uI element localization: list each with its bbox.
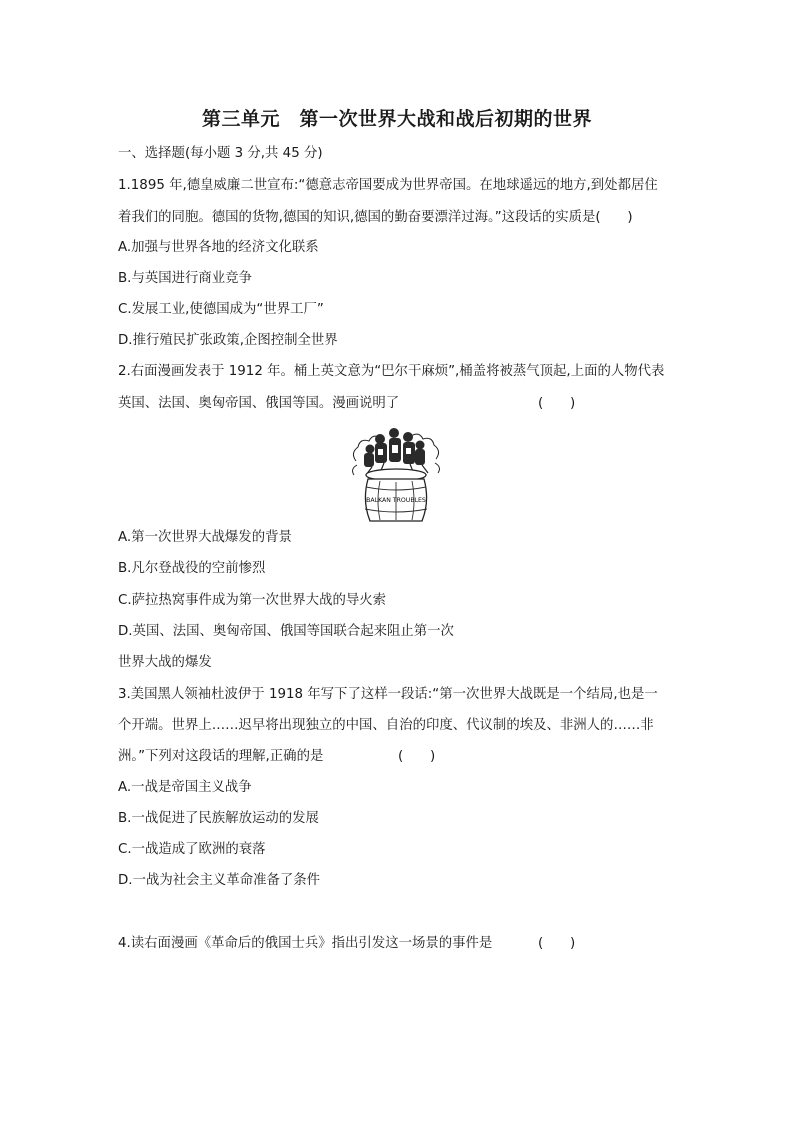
- section-heading: 一、选择题(每小题 3 分,共 45 分): [118, 146, 323, 161]
- q2-stem-line2: 英国、法国、奥匈帝国、俄国等国。漫画说明了: [118, 396, 400, 411]
- q2-option-c: C.萨拉热窝事件成为第一次世界大战的导火索: [118, 593, 387, 608]
- q1-option-d: D.推行殖民扩张政策,企图控制全世界: [118, 333, 338, 348]
- q1-stem-line2: 着我们的同胞。德国的货物,德国的知识,德国的勤奋要漂洋过海。”这段话的实质是( ): [118, 210, 633, 225]
- q3-option-a: A.一战是帝国主义战争: [118, 780, 252, 795]
- q2-option-d-continued: 世界大战的爆发: [118, 655, 212, 670]
- balkan-troubles-cartoon: [350, 423, 442, 525]
- q3-stem-line3: 洲。”下列对这段话的理解,正确的是: [118, 749, 324, 764]
- q1-stem-line1: 1.1895 年,德皇威廉二世宣布:“德意志帝国要成为世界帝国。在地球遥远的地方,到处都居住: [118, 178, 658, 193]
- q3-stem-line1: 3.美国黑人领袖杜波伊于 1918 年写下了这样一段话:“第一次世界大战既是一个结局,也是一: [118, 687, 658, 702]
- q2-option-b: B.凡尔登战役的空前惨烈: [118, 561, 266, 576]
- q2-option-a: A.第一次世界大战爆发的背景: [118, 530, 292, 545]
- q3-option-b: B.一战促进了民族解放运动的发展: [118, 811, 319, 826]
- unit-title: 第三单元 第一次世界大战和战后初期的世界: [201, 108, 592, 130]
- q3-stem-line2: 个开端。世界上……迟早将出现独立的中国、自治的印度、代议制的埃及、非洲人的……非: [118, 718, 654, 733]
- q4-stem-line1: 4.读右面漫画《革命后的俄国士兵》指出引发这一场景的事件是: [118, 936, 493, 951]
- q2-answer-paren: ( ): [538, 396, 576, 411]
- q1-option-c: C.发展工业,使德国成为“世界工厂”: [118, 302, 324, 317]
- q3-answer-paren: ( ): [398, 749, 436, 764]
- barrel-label: BALKAN TROUBLES: [366, 497, 426, 504]
- q1-option-b: B.与英国进行商业竞争: [118, 271, 252, 286]
- q3-option-c: C.一战造成了欧洲的衰落: [118, 842, 266, 857]
- q2-stem-line1: 2.右面漫画发表于 1912 年。桶上英文意为“巴尔干麻烦”,桶盖将被蒸气顶起,上面的人物代表: [118, 364, 665, 379]
- q3-option-d: D.一战为社会主义革命准备了条件: [118, 873, 321, 888]
- q2-option-d: D.英国、法国、奥匈帝国、俄国等国联合起来阻止第一次: [118, 624, 454, 639]
- q4-answer-paren: ( ): [538, 936, 576, 951]
- q1-option-a: A.加强与世界各地的经济文化联系: [118, 240, 319, 255]
